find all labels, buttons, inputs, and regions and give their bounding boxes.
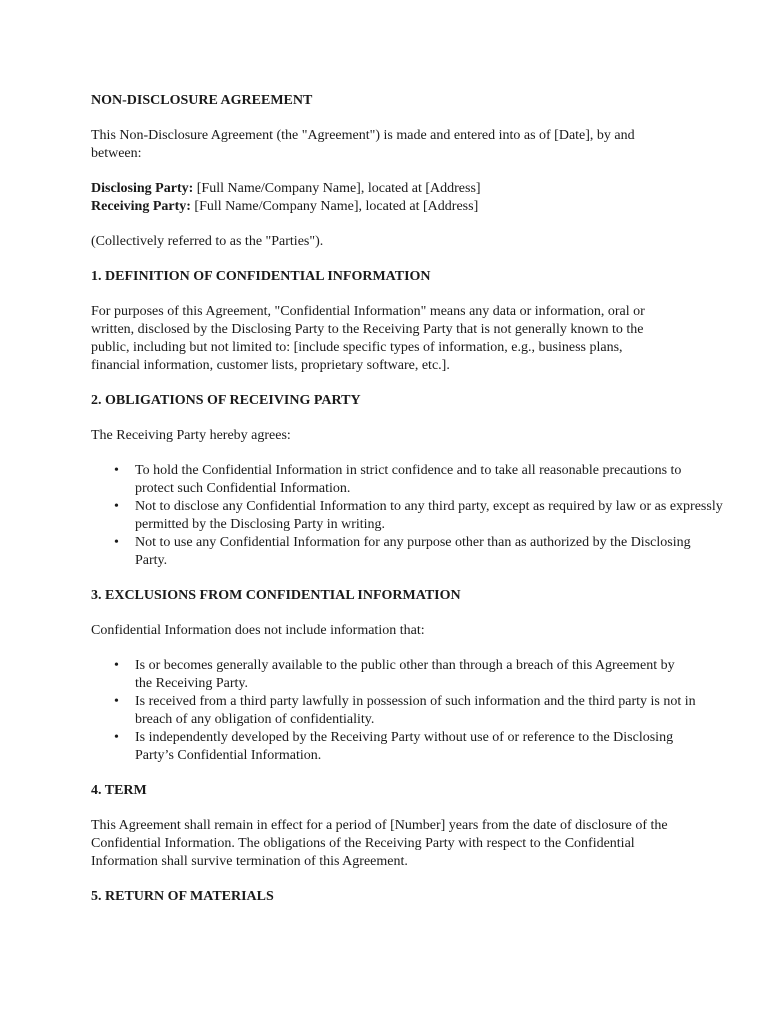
receiving-party-text: [Full Name/Company Name], located at [Address]: [190, 199, 479, 214]
bullet-icon: •: [114, 694, 119, 709]
section-3-bullet-list: [91, 657, 696, 765]
list-item: [91, 693, 715, 729]
bullet-icon: •: [114, 535, 119, 550]
list-item: [91, 729, 715, 765]
list-item: [91, 462, 695, 498]
section-1-heading: 1. DEFINITION OF CONFIDENTIAL INFORMATION: [91, 269, 431, 284]
receiving-party-label: Receiving Party:: [91, 199, 191, 214]
section-3-heading: 3. EXCLUSIONS FROM CONFIDENTIAL INFORMATION: [91, 588, 461, 603]
list-item: [91, 534, 725, 570]
bullet-icon: •: [114, 463, 119, 478]
section-3-body: Confidential Information does not include information that:: [91, 623, 425, 638]
section-5-heading: 5. RETURN OF MATERIALS: [91, 889, 274, 904]
intro-paragraph: This Non-Disclosure Agreement (the "Agreement") is made and entered into as of [Date], by and between:: [91, 128, 635, 161]
bullet-icon: •: [114, 730, 119, 745]
disclosing-party-text: [Full Name/Company Name], located at [Address]: [193, 181, 481, 196]
list-item-text: To hold the Confidential Information in strict confidence and to take all reasonable precautions to protect such Confidential Information.: [135, 463, 682, 496]
disclosing-party-label: Disclosing Party:: [91, 181, 194, 196]
section-2-body: The Receiving Party hereby agrees:: [91, 428, 291, 443]
section-2-heading: 2. OBLIGATIONS OF RECEIVING PARTY: [91, 393, 361, 408]
list-item-text: Not to use any Confidential Information for any purpose other than as authorized by the Disclosing Party.: [135, 535, 691, 568]
list-item-text: Not to disclose any Confidential Information to any third party, except as required by law or as expressly permitted by the Disclosing Party in writing.: [135, 499, 723, 532]
collective-paragraph: (Collectively referred to as the "Parties").: [91, 234, 324, 249]
bullet-icon: •: [114, 658, 119, 673]
section-2-bullet-list: [91, 462, 723, 570]
section-4-heading: 4. TERM: [91, 783, 147, 798]
section-4-body: This Agreement shall remain in effect for a period of [Number] years from the date of disclosure of the Confidential Information. The obligations of the Receiving Party with respect to the Confidential Information shall survive termination of this Agreement.: [91, 818, 668, 869]
document-title: NON-DISCLOSURE AGREEMENT: [91, 93, 313, 108]
bullet-icon: •: [114, 499, 119, 514]
section-1-body: For purposes of this Agreement, "Confidential Information" means any data or information, oral or written, disclosed by the Disclosing Party to the Receiving Party that is not generally known to the public, including but not limited to: [include specific types of information, e.g., business plans, financial information, customer lists, proprietary software, etc.].: [91, 304, 645, 373]
receiving-party-line: [91, 198, 691, 216]
list-item-text: Is independently developed by the Receiving Party without use of or reference to the Disclosing Party’s Confidential Information.: [135, 730, 674, 763]
list-item-text: Is received from a third party lawfully in possession of such information and the third party is not in breach of any obligation of confidentiality.: [135, 694, 696, 727]
list-item: [91, 498, 725, 534]
disclosing-party-line: [91, 180, 691, 198]
list-item: [91, 657, 695, 693]
list-item-text: Is or becomes generally available to the public other than through a breach of this Agreement by the Receiving Party.: [135, 658, 675, 691]
document-page: [91, 92, 723, 906]
